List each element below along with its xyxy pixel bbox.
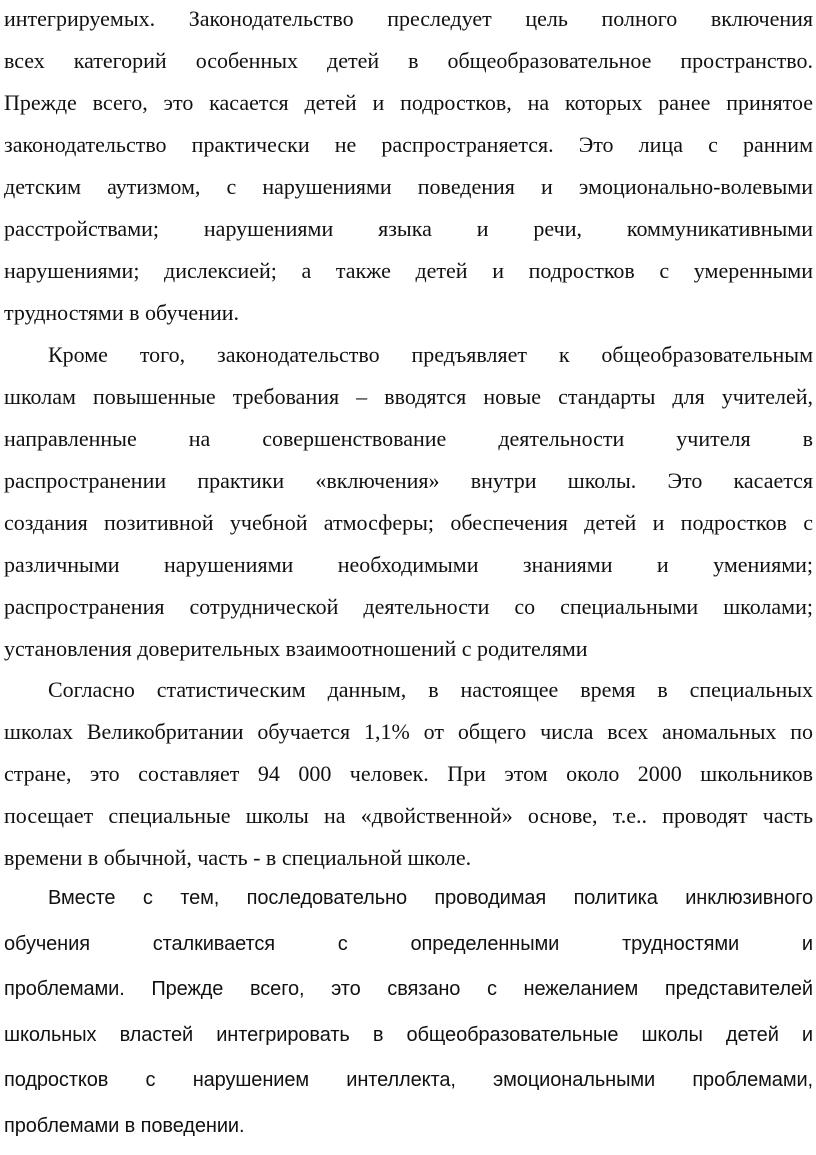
text-line: установления доверительных взаимоотношений с родителями [4, 636, 588, 661]
text-line: подростков с нарушением интеллекта, эмоциональными проблемами, [4, 1069, 813, 1091]
text-line: трудностями в обучении. [4, 300, 240, 325]
text-line: проблемами в поведении. [4, 1114, 245, 1137]
text-line: Вместе с тем, последовательно проводимая политика инклюзивного [48, 887, 813, 909]
text-line: расстройствами; нарушениями языка и речи, коммуникативными [4, 216, 813, 241]
text-line: обучения сталкивается с определенными трудностями и [4, 932, 813, 955]
text-line: Прежде всего, это касается детей и подростков, на которых ранее принятое [4, 90, 813, 115]
paragraph-2 [4, 334, 813, 670]
text-line: проблемами. Прежде всего, это связано с нежеланием представителей [4, 978, 813, 1000]
text-line: различными нарушениями необходимыми знаниями и умениями; [4, 552, 813, 577]
text-line: времени в обычной, часть - в специальной школе. [4, 845, 472, 870]
text-line: законодательство практически не распространяется. Это лица с ранним [4, 132, 813, 157]
text-line: Кроме того, законодательство предъявляет к общеобразовательным [48, 342, 813, 367]
paragraph-4 [4, 876, 813, 1149]
text-line: детским аутизмом, с нарушениями поведения и эмоционально-волевыми [4, 174, 813, 199]
text-line: интегрируемых. Законодательство преследует цель полного включения [4, 6, 813, 31]
text-line: всех категорий особенных детей в общеобразовательное пространство. [4, 48, 813, 73]
text-line: посещает специальные школы на «двойственной» основе, т.е.. проводят часть [4, 803, 813, 828]
text-line: создания позитивной учебной атмосферы; обеспечения детей и подростков с [4, 510, 813, 535]
paragraph-1 [4, 0, 813, 334]
text-line: стране, это составляет 94 000 человек. При этом около 2000 школьников [4, 761, 813, 786]
text-line: Согласно статистическим данным, в настоящее время в специальных [48, 677, 813, 702]
text-line: направленные на совершенствование деятельности учителя в [4, 426, 813, 451]
text-line: школам повышенные требования – вводятся новые стандарты для учителей, [4, 384, 813, 409]
text-line: школьных властей интегрировать в общеобразовательные школы детей и [4, 1023, 813, 1046]
text-line: нарушениями; дислексией; а также детей и подростков с умеренными [4, 258, 813, 283]
text-line: распространения сотруднической деятельности со специальными школами; [4, 594, 813, 619]
text-line: распространении практики «включения» внутри школы. Это касается [4, 468, 813, 493]
text-line: школах Великобритании обучается 1,1% от общего числа всех аномальных по [4, 719, 813, 744]
paragraph-3 [4, 669, 813, 879]
